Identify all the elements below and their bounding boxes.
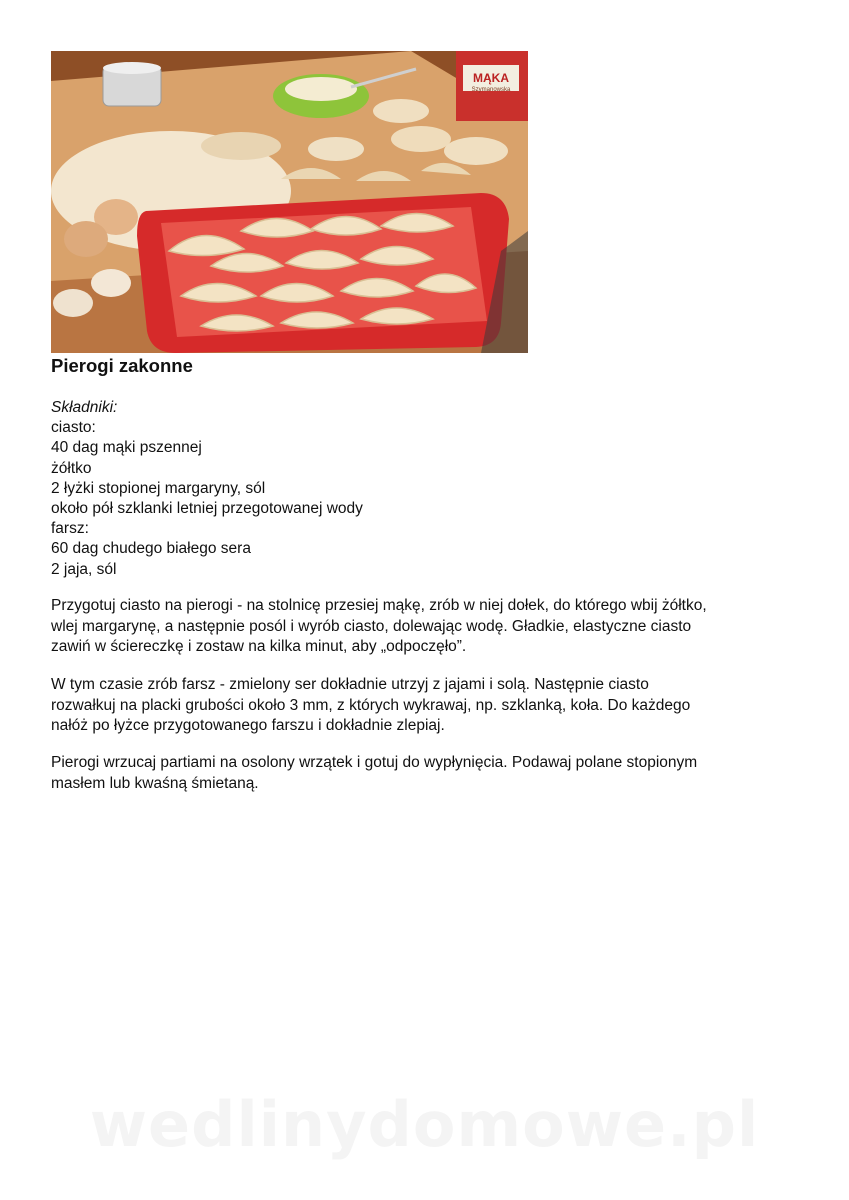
egg-shell <box>53 289 93 317</box>
dough-circle <box>391 126 451 152</box>
paragraph-line: Pierogi wrzucaj partiami na osolony wrzątek i gotuj do wypłynięcia. Podawaj polane stopionym <box>51 754 698 771</box>
dough-circle <box>373 99 429 123</box>
package-subtitle: Szymanowska <box>471 87 511 93</box>
paragraph-line: W tym czasie zrób farsz - zmielony ser dokładnie utrzyj z jajami i solą. Następnie ciasto <box>51 676 649 693</box>
recipe-photo <box>51 51 528 353</box>
dough-cutout <box>201 132 281 160</box>
instruction-paragraph-3 <box>51 753 811 794</box>
cheese-filling <box>285 77 357 101</box>
ingredient-line: 2 łyżki stopionej margaryny, sól <box>51 479 266 497</box>
egg-shell <box>91 269 131 297</box>
paragraph-line: Przygotuj ciasto na pierogi - na stolnicę przesiej mąkę, zrób w niej dołek, do którego wbij żółtko, <box>51 597 707 614</box>
paragraph-line: rozwałkuj na placki grubości około 3 mm, z których wykrawaj, np. szklanką, koła. Do każdego <box>51 696 691 714</box>
paragraph-line: masłem lub kwaśną śmietaną. <box>51 774 259 792</box>
instruction-paragraph-1 <box>51 596 811 658</box>
paragraph-line: wlej margarynę, a następnie posól i wyrób ciasto, dolewając wodę. Gładkie, elastyczne ciasto <box>51 617 692 635</box>
ingredient-line: farsz: <box>51 520 89 538</box>
ingredient-line: 40 dag mąki pszennej <box>51 439 202 457</box>
pierogi-illustration <box>51 51 528 353</box>
package-brand: MĄKA <box>473 71 509 85</box>
paragraph-line: nałóż po łyżce przygotowanego farszu i dokładnie zlepiaj. <box>51 717 445 734</box>
ingredients-label: Składniki: <box>51 399 118 416</box>
instruction-paragraph-2 <box>51 675 811 737</box>
ingredient-line: około pół szklanki letniej przegotowanej wody <box>51 500 363 518</box>
watermark: wedlinydomowe.pl <box>89 1088 760 1161</box>
recipe-title: Pierogi zakonne <box>51 355 193 376</box>
ingredient-line: 60 dag chudego białego sera <box>51 540 251 558</box>
ingredient-line: ciasto: <box>51 419 96 437</box>
egg <box>64 221 108 257</box>
dough-circle <box>444 137 508 165</box>
paragraph-line: zawiń w ściereczkę i zostaw na kilka minut, aby „odpoczęło”. <box>51 638 467 655</box>
glass-rim <box>103 62 161 74</box>
ingredients-list <box>51 398 363 580</box>
ingredient-line: żółtko <box>51 459 92 477</box>
dough-circle <box>308 137 364 161</box>
ingredient-line: 2 jaja, sól <box>51 560 117 578</box>
